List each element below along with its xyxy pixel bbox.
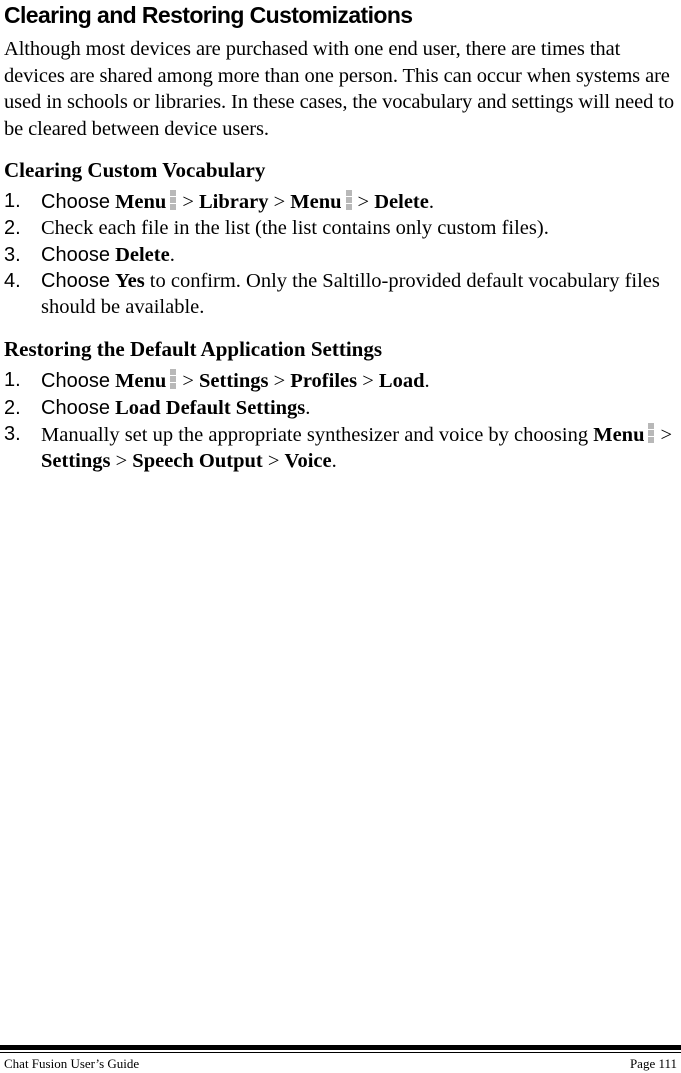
menu-term: Menu — [115, 370, 167, 393]
step-lead: Choose — [41, 370, 110, 393]
footer-page-number: Page 111 — [629, 1056, 677, 1071]
list-item — [4, 395, 676, 421]
path-separator: > — [273, 191, 286, 213]
path-separator: > — [182, 370, 194, 393]
period: . — [305, 396, 311, 419]
step-lead: Choose — [41, 243, 110, 266]
path-separator: > — [267, 450, 280, 473]
step-number: 3. — [4, 243, 21, 266]
path-separator: > — [115, 450, 128, 473]
list-item — [4, 215, 676, 241]
section-heading-restoring-settings: Restoring the Default Application Settings — [4, 337, 382, 362]
page-content — [4, 0, 676, 475]
menu-dots-icon — [169, 188, 177, 210]
step-text: to confirm. Only the Saltillo-provided default vocabulary files should be available. — [41, 269, 660, 319]
step-text: Check each file in the list (the list contains only custom files). — [41, 217, 549, 240]
library-term: Library — [199, 191, 269, 213]
step-number: 1. — [4, 190, 21, 212]
profiles-term: Profiles — [290, 370, 358, 393]
load-term: Load — [378, 370, 425, 393]
delete-term: Delete — [374, 191, 429, 213]
list-item — [4, 367, 676, 394]
footer-divider-thin — [0, 1052, 681, 1053]
period: . — [428, 191, 434, 213]
step-lead: Choose — [41, 191, 110, 213]
step-number: 2. — [4, 396, 21, 419]
load-default-settings-term: Load Default Settings — [115, 396, 306, 419]
settings-term: Settings — [199, 370, 269, 393]
list-item — [4, 421, 676, 475]
clearing-steps-list — [4, 188, 676, 320]
path-separator: > — [273, 370, 286, 393]
menu-term: Menu — [593, 424, 645, 447]
period: . — [424, 370, 430, 393]
period: . — [169, 243, 175, 266]
section-heading-clearing-vocabulary: Clearing Custom Vocabulary — [4, 158, 266, 182]
list-item — [4, 242, 676, 268]
path-separator: > — [660, 424, 673, 447]
speech-output-term: Speech Output — [132, 450, 263, 473]
delete-term: Delete — [115, 243, 170, 266]
period: . — [331, 450, 337, 473]
restoring-steps-list — [4, 367, 676, 474]
path-separator: > — [362, 370, 374, 393]
step-lead: Choose — [41, 396, 110, 419]
step-number: 3. — [4, 423, 21, 446]
voice-term: Voice — [284, 450, 332, 473]
list-item — [4, 268, 676, 321]
menu-term: Menu — [290, 191, 342, 213]
step-lead: Choose — [41, 269, 110, 292]
menu-dots-icon — [169, 367, 177, 389]
step-number: 4. — [4, 269, 21, 292]
step-text: Manually set up the appropriate synthesizer and voice by choosing — [41, 424, 589, 447]
menu-dots-icon — [647, 421, 655, 443]
menu-dots-icon — [345, 188, 353, 210]
yes-term: Yes — [115, 269, 145, 292]
step-number: 1. — [4, 369, 21, 392]
page-footer — [4, 1056, 677, 1072]
menu-term: Menu — [115, 191, 167, 213]
intro-paragraph: Although most devices are purchased with one end user, there are times that devices are shared among more than one person. This can occur when systems are used in schools or libraries. In these cases, the vocabulary and settings will need to be cleared between device users. — [4, 38, 675, 140]
page-title: Clearing and Restoring Customizations — [4, 2, 413, 28]
step-number: 2. — [4, 217, 21, 240]
list-item — [4, 188, 676, 215]
settings-term: Settings — [41, 450, 111, 473]
path-separator: > — [357, 191, 370, 213]
footer-divider-thick — [0, 1045, 681, 1050]
footer-guide-title: Chat Fusion User’s Guide — [4, 1056, 140, 1071]
path-separator: > — [182, 191, 194, 213]
